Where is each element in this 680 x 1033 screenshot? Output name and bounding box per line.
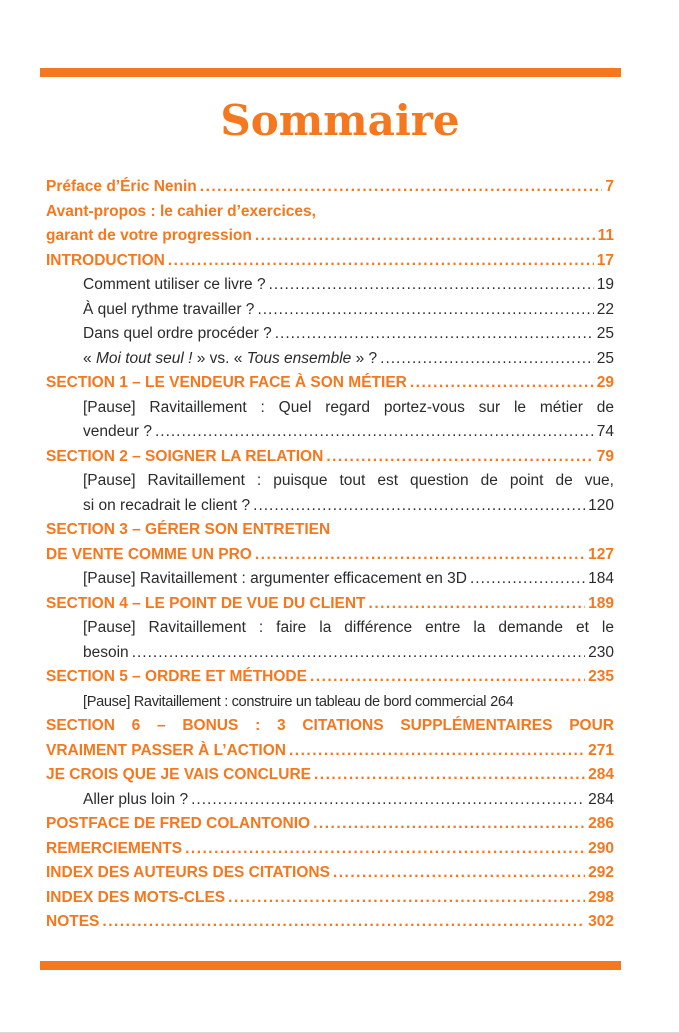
- dot-leader: [257, 298, 593, 323]
- dot-leader: [132, 641, 585, 666]
- toc-entry-label: si on recadrait le client ?: [83, 496, 251, 514]
- toc-entry-page: 292: [588, 864, 614, 881]
- toc-subentry[interactable]: [46, 616, 614, 641]
- quote-open: «: [83, 349, 96, 367]
- toc-entry-label: [Pause] Ravitaillement : Quel regard portez-vous sur le métier de: [83, 398, 614, 416]
- toc-entry[interactable]: [46, 812, 614, 837]
- bottom-rule: [40, 961, 621, 970]
- toc-entry-page: 11: [597, 227, 614, 244]
- dot-leader: [410, 371, 594, 396]
- toc-entry-label: besoin: [83, 643, 129, 661]
- toc-subentry[interactable]: [46, 273, 614, 298]
- toc-entry-label: SECTION 1 – LE VENDEUR FACE À SON MÉTIER: [46, 374, 407, 391]
- dot-leader: [168, 249, 594, 274]
- toc-entry-page: 17: [596, 251, 614, 269]
- toc-entry-page: 7: [605, 178, 614, 195]
- toc-entry-label: DE VENTE COMME UN PRO: [46, 545, 252, 563]
- toc-entry[interactable]: [46, 175, 614, 200]
- toc-entry-label: POSTFACE DE FRED COLANTONIO: [46, 815, 311, 832]
- toc-entry-label: [Pause] Ravitaillement : construire un tableau de bord commercial: [83, 693, 487, 710]
- toc-subentry[interactable]: [46, 298, 614, 323]
- toc-entry[interactable]: [46, 714, 614, 739]
- toc-subentry[interactable]: [46, 641, 614, 666]
- toc-entry-label: INTRODUCTION: [46, 251, 165, 269]
- dot-leader: [310, 665, 585, 690]
- dot-leader: [314, 763, 585, 788]
- dot-leader: [255, 224, 595, 249]
- dot-leader: [275, 322, 594, 347]
- toc-entry-page: 19: [596, 276, 614, 293]
- toc-entry[interactable]: [46, 200, 614, 225]
- toc-entry[interactable]: [46, 592, 614, 617]
- toc-entry-page: 284: [588, 790, 614, 808]
- toc-entry-page: 25: [596, 349, 614, 367]
- toc-subentry[interactable]: [46, 469, 614, 494]
- toc-entry-page: 127: [588, 545, 614, 563]
- dot-leader: [155, 420, 594, 445]
- toc-entry[interactable]: [46, 249, 614, 274]
- dot-leader: [102, 910, 585, 935]
- toc-entry-label: Aller plus loin ?: [83, 790, 189, 808]
- toc-entry-page: 298: [588, 888, 614, 906]
- toc-entry-page: 286: [588, 815, 614, 832]
- toc-entry-page: 302: [588, 913, 614, 930]
- toc-entry-label: INDEX DES AUTEURS DES CITATIONS: [46, 864, 330, 881]
- toc-entry-label: Avant-propos : le cahier d’exercices,: [46, 202, 316, 220]
- toc-entry[interactable]: [46, 763, 614, 788]
- toc-entry-page: 22: [596, 300, 614, 318]
- dot-leader: [253, 494, 585, 519]
- toc-subentry[interactable]: [46, 690, 614, 715]
- toc-entry-label: INDEX DES MOTS-CLES: [46, 888, 226, 906]
- toc-entry-label: JE CROIS QUE JE VAIS CONCLURE: [46, 766, 311, 783]
- toc-entry[interactable]: [46, 861, 614, 886]
- toc-entry-label: SECTION 4 – LE POINT DE VUE DU CLIENT: [46, 594, 366, 612]
- dot-leader: [289, 739, 585, 764]
- toc-subentry[interactable]: [46, 322, 614, 347]
- toc-entry[interactable]: [46, 224, 614, 249]
- toc-entry[interactable]: [46, 665, 614, 690]
- toc-entry-page: 25: [596, 325, 614, 342]
- toc-entry-page: 29: [596, 374, 614, 391]
- toc-entry-page: 290: [588, 839, 614, 857]
- toc-entry-label: Dans quel ordre procéder ?: [83, 325, 272, 342]
- dot-leader: [191, 788, 585, 813]
- toc-subentry[interactable]: [46, 494, 614, 519]
- dot-leader: [228, 886, 585, 911]
- toc-entry-page: 79: [596, 447, 614, 465]
- top-rule: [40, 68, 621, 77]
- toc-entry-label: NOTES: [46, 913, 100, 930]
- toc-entry-page: 184: [588, 570, 614, 587]
- toc-entry-label: vendeur ?: [83, 423, 152, 440]
- toc-entry-label: SECTION 5 – ORDRE ET MÉTHODE: [46, 668, 307, 685]
- dot-leader: [269, 273, 594, 298]
- toc-entry-label: Préface d’Éric Nenin: [46, 178, 197, 195]
- toc-entry-label: [Pause] Ravitaillement : faire la différence entre la demande et le: [83, 619, 614, 636]
- toc-entry-page: 230: [588, 643, 614, 661]
- toc-entry-page: 120: [588, 496, 614, 514]
- dot-leader: [380, 347, 594, 372]
- versus-text: » vs. «: [192, 349, 247, 367]
- toc-entry-page: 264: [490, 693, 514, 710]
- toc-entry-label: Comment utiliser ce livre ?: [83, 276, 266, 293]
- toc-entry[interactable]: [46, 910, 614, 935]
- toc-entry-label: [Pause] Ravitaillement : puisque tout est question de point de vue,: [83, 472, 614, 489]
- dot-leader: [333, 861, 585, 886]
- toc-entry-label: À quel rythme travailler ?: [83, 300, 255, 318]
- toc-entry-label: garant de votre progression: [46, 227, 252, 244]
- dot-leader: [369, 592, 586, 617]
- italic-phrase: Tous ensemble: [246, 349, 352, 367]
- toc-entry-page: 271: [588, 741, 614, 759]
- table-of-contents: [46, 175, 614, 935]
- toc-entry[interactable]: [46, 837, 614, 862]
- dot-leader: [255, 543, 585, 568]
- toc-entry-label: [83, 347, 377, 372]
- toc-subentry[interactable]: [46, 420, 614, 445]
- toc-entry-page: 284: [588, 766, 614, 783]
- italic-phrase: Moi tout seul !: [95, 349, 193, 367]
- page-title: Sommaire: [220, 96, 460, 145]
- toc-entry-label: SECTION 3 – GÉRER SON ENTRETIEN: [46, 521, 331, 538]
- dot-leader: [200, 175, 603, 200]
- toc-entry-page: 235: [588, 668, 614, 685]
- dot-leader: [470, 567, 585, 592]
- toc-subentry[interactable]: [46, 347, 614, 372]
- toc-entry-label: [Pause] Ravitaillement : argumenter efficacement en 3D: [83, 570, 467, 587]
- toc-entry-label: SECTION 6 – BONUS : 3 CITATIONS SUPPLÉMENTAIRES POUR: [46, 717, 614, 734]
- toc-entry[interactable]: [46, 445, 614, 470]
- toc-subentry[interactable]: [46, 567, 614, 592]
- toc-entry-page: 74: [596, 423, 614, 440]
- toc-subentry[interactable]: [46, 788, 614, 813]
- toc-entry[interactable]: [46, 371, 614, 396]
- toc-entry[interactable]: [46, 518, 614, 543]
- toc-entry[interactable]: [46, 886, 614, 911]
- toc-entry-label: SECTION 2 – SOIGNER LA RELATION: [46, 447, 324, 465]
- toc-entry[interactable]: [46, 739, 614, 764]
- toc-entry[interactable]: [46, 543, 614, 568]
- dot-leader: [313, 812, 585, 837]
- toc-subentry[interactable]: [46, 396, 614, 421]
- quote-close: » ?: [351, 349, 378, 367]
- toc-entry-label: VRAIMENT PASSER À L’ACTION: [46, 741, 286, 759]
- dot-leader: [326, 445, 593, 470]
- toc-entry-page: 189: [588, 594, 614, 612]
- toc-entry-label: REMERCIEMENTS: [46, 839, 183, 857]
- dot-leader: [185, 837, 585, 862]
